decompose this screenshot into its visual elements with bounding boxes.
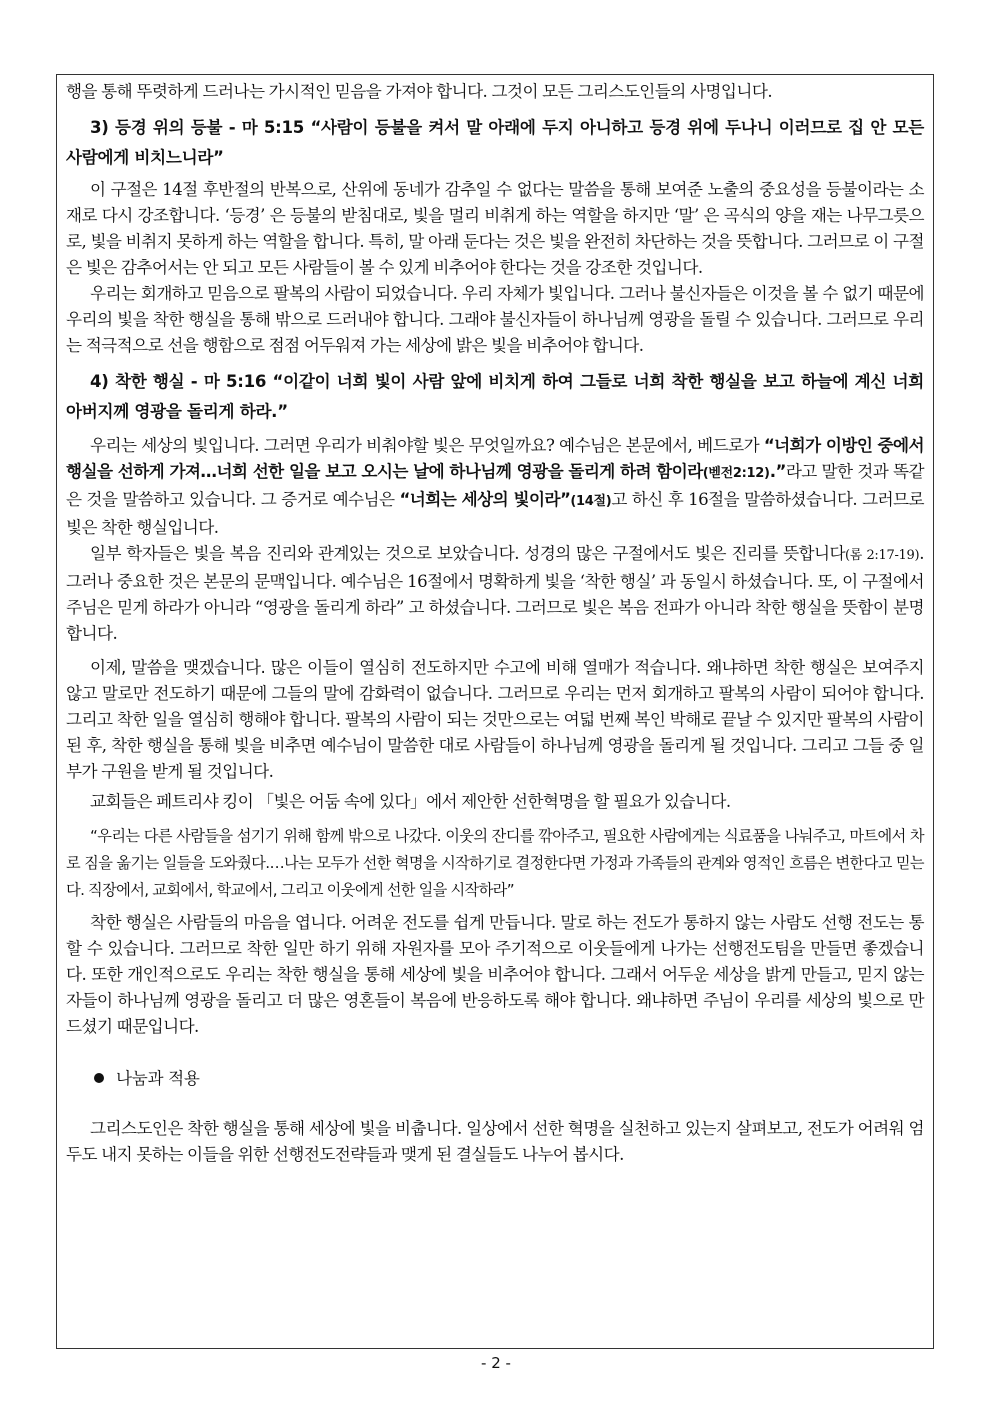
intro-paragraph: 행을 통해 뚜렷하게 드러나는 가시적인 믿음을 가져야 합니다. 그것이 모든 그리스도인들의 사명입니다. bbox=[66, 82, 773, 101]
conclusion-lead: 이제, 말씀을 맺겠습니다. bbox=[90, 658, 266, 677]
section-3-heading: 3) 등경 위의 등불 - 마 5:15 “사람이 등불을 켜서 말 아래에 두지 아니하고 등경 위에 두나니 이러므로 집 안 모든 사람에게 비치느니라” bbox=[66, 118, 924, 167]
p4a-bold-close: .” bbox=[769, 462, 786, 481]
sharing-heading bbox=[66, 1066, 924, 1092]
page-number: - 2 - bbox=[481, 1354, 511, 1372]
p4a-ref-2: (14절) bbox=[570, 494, 612, 509]
conclusion-rest: 많은 이들이 열심히 전도하지만 수고에 비해 열매가 적습니다. 왜냐하면 착한 행실은 보여주지 않고 말로만 전도하기 때문에 그들의 말에 감화력이 없습니다. 그러므로 우리는 먼저 회개하고 팔복의 사람이 되어야 합니다. 그리고 착한 일을 열심히 행해야 합니다. 팔복의 사람이 되는 것만으로는 여덟 번째 복인 박해로 끝날 수 있지만 팔복의 사람이 된 후, 착한 행실을 통해 빛을 비추면 예수님이 말씀한 대로 사람들이 하나님께 영광을 돌리게 될 것입니다. 그리고 그들 중 일부가 구원을 받게 될 것입니다. bbox=[66, 658, 924, 781]
p4a-text-3: 고 하신 후 16절을 말씀하셨습니다. 그러므로 빛은 착한 행실입니다. bbox=[66, 490, 925, 537]
content-frame bbox=[56, 74, 934, 1349]
conclusion-paragraph-1 bbox=[66, 655, 924, 785]
section-3-paragraph-2: 우리는 회개하고 믿음으로 팔복의 사람이 되었습니다. 우리 자체가 빛입니다. 그러나 불신자들은 이것을 볼 수 없기 때문에 우리의 빛을 착한 행실을 통해 밖으로 드러내야 합니다. 그래야 불신자들이 하나님께 영광을 돌릴 수 있습니다. 그러므로 우리는 적극적으로 선을 행함으로 점점 어두워져 가는 세상에 밝은 빛을 비추어야 합니다. bbox=[66, 284, 924, 355]
section-4-paragraph-2 bbox=[66, 541, 924, 647]
p4a-bold-light: “너희는 세상의 빛이라” bbox=[399, 490, 571, 509]
conclusion-paragraph-2: 교회들은 페트리샤 킹이 「빛은 어둠 속에 있다」에서 제안한 선한혁명을 할 필요가 있습니다. bbox=[90, 792, 731, 811]
section-3-paragraph-1: 이 구절은 14절 후반절의 반복으로, 산위에 동네가 감추일 수 없다는 말씀을 통해 보여준 노출의 중요성을 등불이라는 소재로 다시 강조합니다. ‘등경’ 은 등불의 받침대로, 빛을 멀리 비취게 하는 역할을 하지만 ‘말’ 은 곡식의 양을 재는 나무그릇으로, 빛을 비취지 못하게 하는 역할을 합니다. 특히, 말 아래 둔다는 것은 빛을 완전히 차단하는 것을 뜻합니다. 그러므로 이 구절은 빛은 감추어서는 안 되고 모든 사람들이 볼 수 있게 비추어야 한다는 것을 강조한 것입니다. bbox=[66, 180, 924, 277]
sharing-paragraph: 그리스도인은 착한 행실을 통해 세상에 빛을 비춥니다. 일상에서 선한 혁명을 실천하고 있는지 살펴보고, 전도가 어려워 엄두도 내지 못하는 이들을 위한 선행전도전략들과 맺게 된 결실들도 나누어 봅시다. bbox=[66, 1119, 924, 1164]
p4a-bold-quote: “너희가 이방인 중에서 행실을 선하게 가져…너희 선한 일을 보고 오시는 날에 하나님께 영광을 돌리게 하려 함이라 bbox=[66, 436, 924, 481]
section-4-heading: 4) 착한 행실 - 마 5:16 “이같이 너희 빛이 사람 앞에 비치게 하여 그들로 너희 착한 행실을 보고 하늘에 계신 너희 아버지께 영광을 돌리게 하라.” bbox=[66, 372, 924, 421]
p4b-text-1: 일부 학자들은 빛을 복음 진리와 관계있는 것으로 보았습니다. 성경의 많은 구절에서도 빛은 진리를 뜻합니다 bbox=[90, 544, 845, 563]
p4a-text-1: 우리는 세상의 빛입니다. 그러면 우리가 비춰야할 빛은 무엇일까요? 예수님은 본문에서, 베드로가 bbox=[90, 436, 764, 455]
p4b-text-2: . 그러나 중요한 것은 본문의 문맥입니다. 예수님은 16절에서 명확하게 빛을 ‘착한 행실’ 과 동일시 하셨습니다. 또, 이 구절에서 주님은 믿게 하라가 아니라 “영광을 돌리게 하라” 고 하셨습니다. 그러므로 빛은 복음 전파가 아니라 착한 행실을 뜻함이 분명합니다. bbox=[66, 544, 924, 643]
p4a-ref-1: (벧전2:12) bbox=[702, 466, 770, 481]
section-4-paragraph-1 bbox=[66, 433, 924, 541]
p4a-text-2: 라고 말한 것과 똑같은 것을 말씀하고 있습니다. 그 증거로 예수님은 bbox=[66, 462, 925, 509]
p4b-ref: (롬 2:17-19) bbox=[845, 548, 920, 563]
bullet-dot-icon bbox=[94, 1073, 104, 1083]
conclusion-paragraph-3: 착한 행실은 사람들의 마음을 엽니다. 어려운 전도를 쉽게 만듭니다. 말로 하는 전도가 통하지 않는 사람도 선행 전도는 통할 수 있습니다. 그러므로 착한 일만 하기 위해 자원자를 모아 주기적으로 이웃들에게 나가는 선행전도팀을 만들면 좋겠습니다. 또한 개인적으로도 우리는 착한 행실을 통해 세상에 빛을 비추어야 합니다. 그래서 어두운 세상을 밝게 만들고, 믿지 않는 자들이 하나님께 영광을 돌리고 더 많은 영혼들이 복음에 반응하도록 해야 합니다. 왜냐하면 주님이 우리를 세상의 빛으로 만드셨기 때문입니다. bbox=[66, 913, 924, 1036]
block-quote: “우리는 다른 사람들을 섬기기 위해 함께 밖으로 나갔다. 이웃의 잔디를 깎아주고, 필요한 사람에게는 식료품을 나눠주고, 마트에서 차로 짐을 옮기는 일들을 도와줬다.…나는 모두가 선한 혁명을 시작하기로 결정한다면 가정과 가족들의 관계와 영적인 흐름은 변한다고 믿는다. 직장에서, 교회에서, 학교에서, 그리고 이웃에게 선한 일을 시작하라” bbox=[66, 827, 924, 899]
sharing-heading-label: 나눔과 적용 bbox=[116, 1069, 200, 1088]
